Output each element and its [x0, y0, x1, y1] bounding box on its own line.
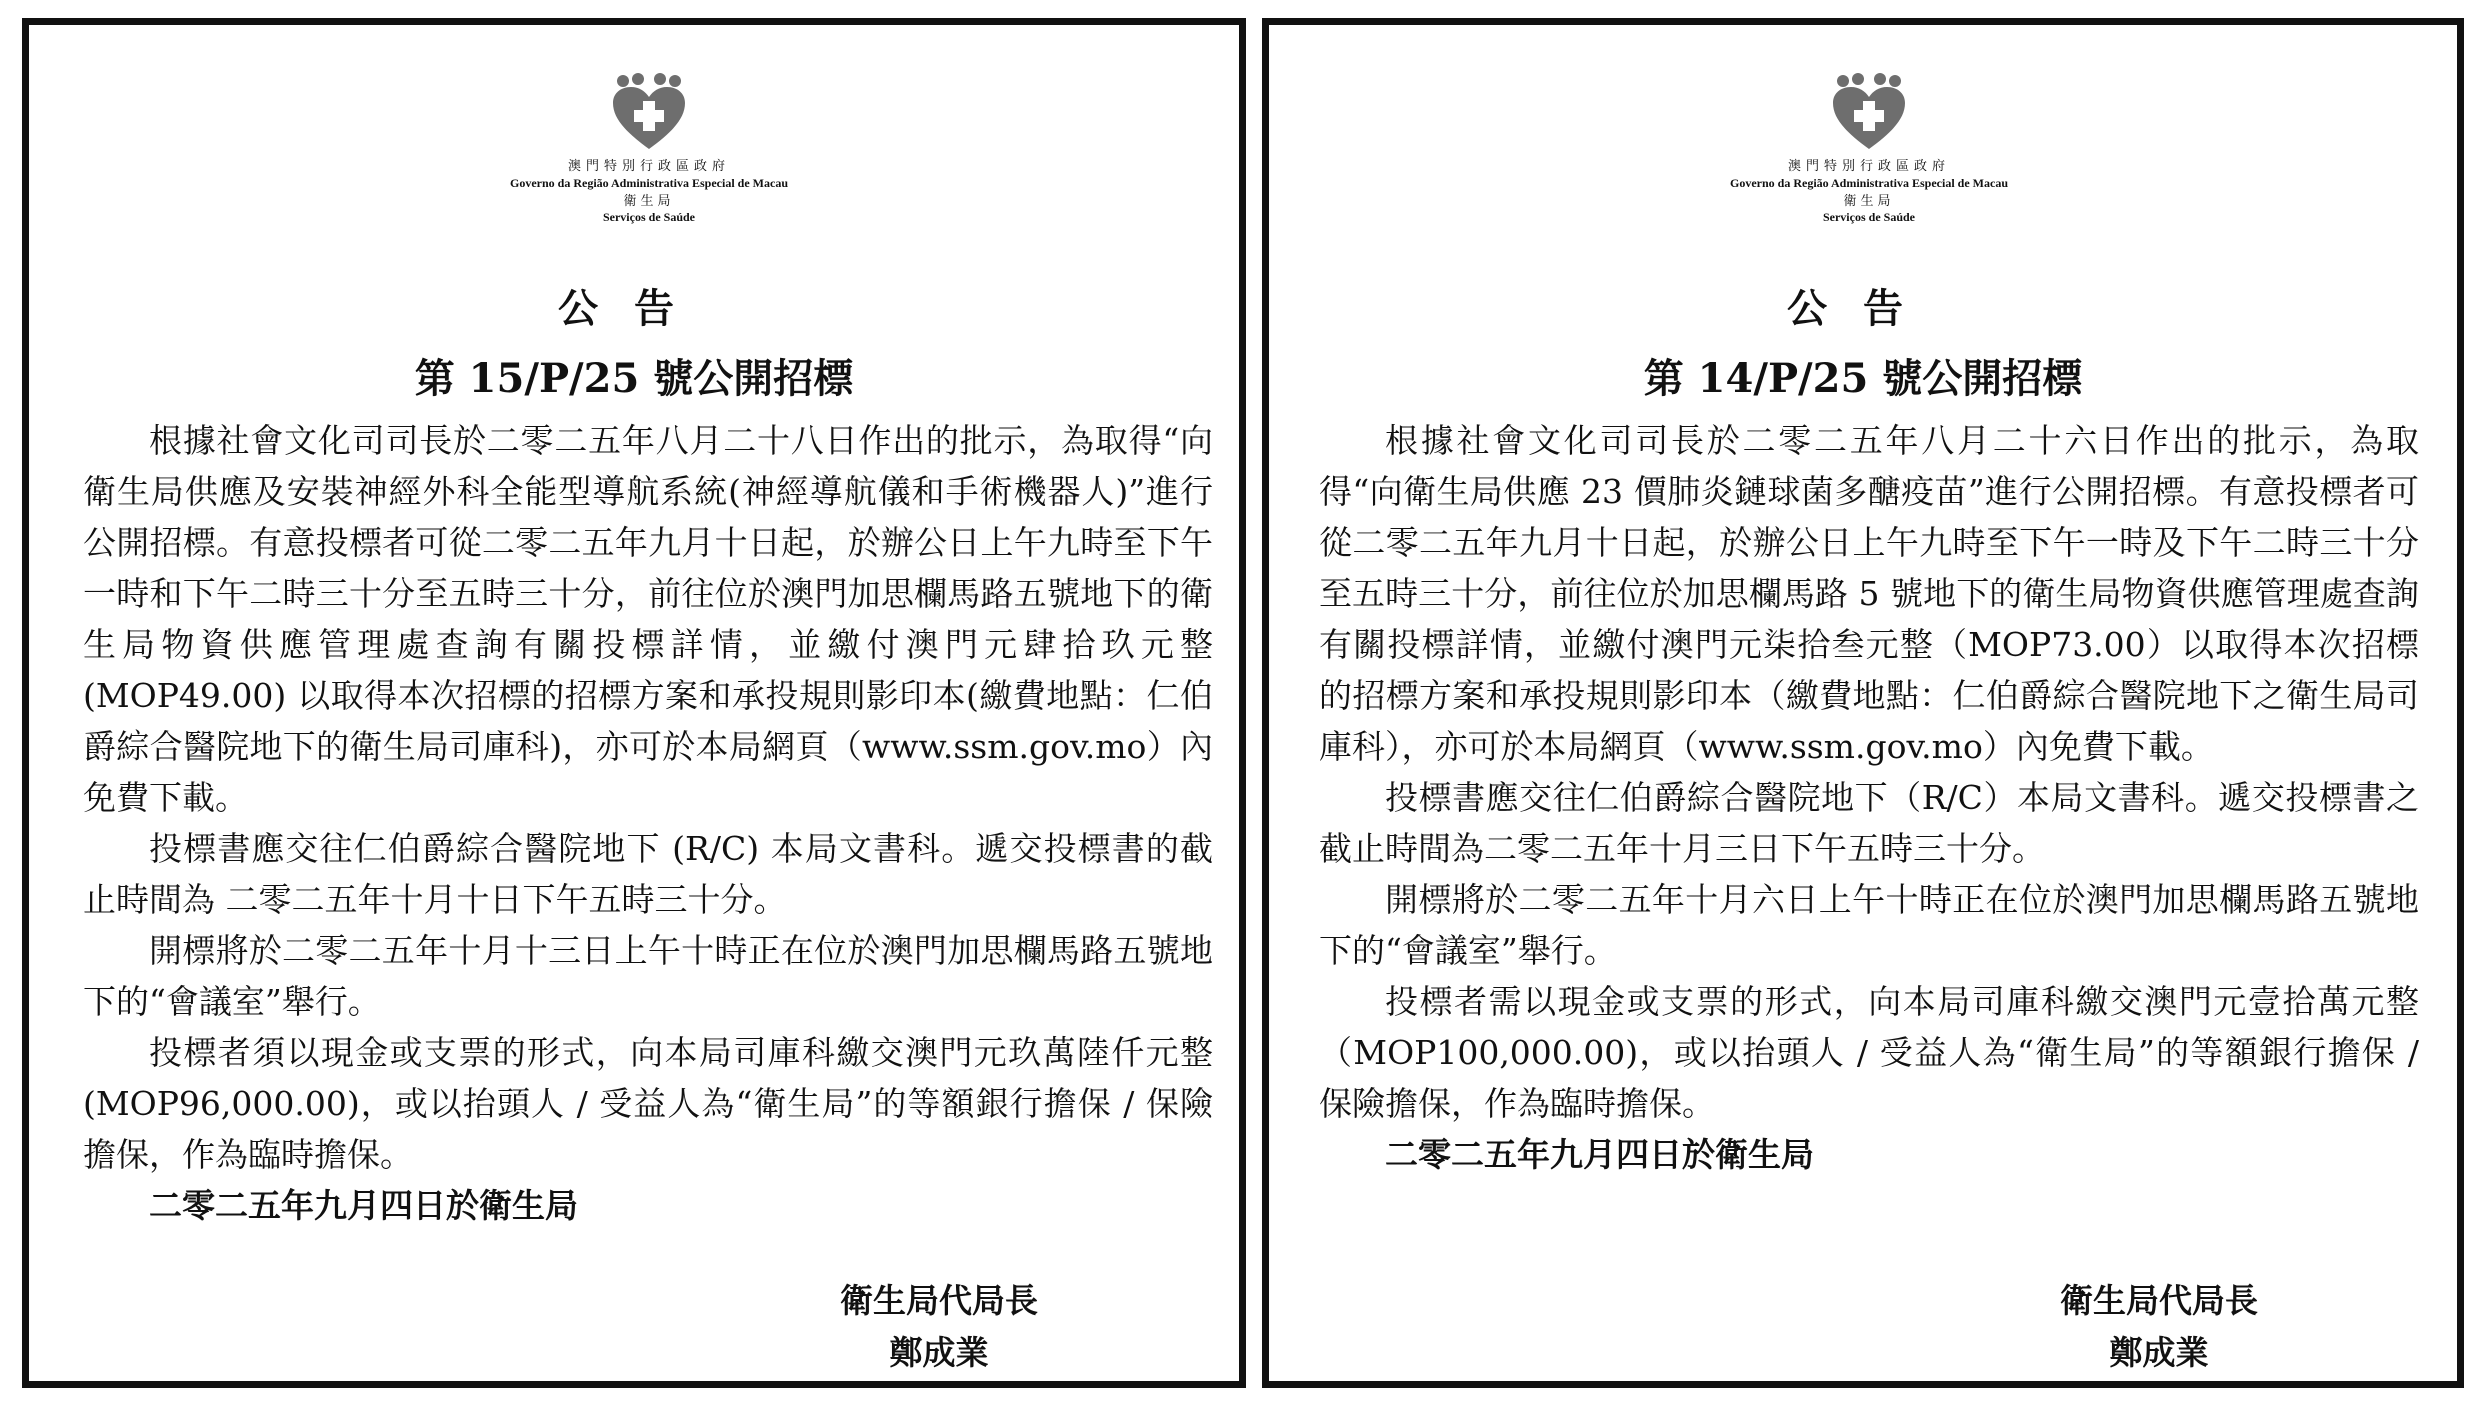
paragraph-opening: 開標將於二零二五年十月六日上午十時正在位於澳門加思欄馬路五號地下的“會議室”舉行。 [1319, 880, 2419, 970]
signature-block [819, 1275, 1059, 1379]
ssm-heart-cross-logo-icon [1829, 73, 1909, 151]
header-block [439, 73, 859, 225]
paragraph-guarantee: 投標者須以現金或支票的形式，向本局司庫科繳交澳門元玖萬陸仟元整 (MOP96,000.00)，或以抬頭人 / 受益人為“衛生局”的等額銀行擔保 / 保險擔保，作為臨時擔保。 [83, 1033, 1213, 1174]
department-name-zh: 衛生局 [623, 194, 675, 209]
paragraph-approval: 根據社會文化司司長於二零二五年八月二十八日作出的批示，為取得“向衛生局供應及安裝神經外科全能型導航系統(神經導航儀和手術機器人)”進行公開招標。有意投標者可從二零二五年九月十日起，於辦公日上午九時至下午一時和下午二時三十分至五時三十分，前往位於澳門加思欄馬路五號地下的衛生局物資供應管理處查詢有關投標詳情，並繳付澳門元肆拾玖元整 (MOP49.00) 以取得本次招標的招標方案和承投規則影印本(繳費地點：仁伯爵綜合醫院地下的衛生局司庫科)，亦可於本局網頁（www.ssm.gov.mo）內免費下載。 [83, 421, 1213, 817]
notice-body [83, 415, 1213, 1231]
government-name-zh: 澳門特別行政區政府 [1787, 159, 1950, 174]
department-name-pt: Serviços de Saúde [1822, 210, 1915, 224]
government-name-zh: 澳門特別行政區政府 [567, 159, 730, 174]
signatory-name: 鄭成業 [2109, 1333, 2209, 1372]
notice-title: 公告 [558, 285, 710, 332]
date-line: 二零二五年九月四日於衛生局 [149, 1186, 578, 1225]
notice-title: 公告 [1787, 285, 1939, 332]
paragraph-approval: 根據社會文化司司長於二零二五年八月二十六日作出的批示，為取得“向衛生局供應 23 價肺炎鏈球菌多醣疫苗”進行公開招標。有意投標者可從二零二五年九月十日起，於辦公日上午九時至下午一時及下午二時三十分至五時三十分，前往位於加思欄馬路 5 號地下的衛生局物資供應管理處查詢有關投標詳情，並繳付澳門元柒拾叁元整（MOP73.00）以取得本次招標的招標方案和承投規則影印本（繳費地點：仁伯爵綜合醫院地下之衛生局司庫科），亦可於本局網頁（www.ssm.gov.mo）內免費下載。 [1319, 421, 2419, 766]
signatory-title: 衛生局代局長 [2060, 1281, 2258, 1320]
header-block [1659, 73, 2079, 225]
signatory-name: 鄭成業 [889, 1333, 989, 1372]
tender-title: 第 15/P/25 號公開招標 [414, 355, 854, 402]
government-name-pt: Governo da Região Administrativa Especial de Macau [510, 176, 788, 190]
paragraph-opening: 開標將於二零二五年十月十三日上午十時正在位於澳門加思欄馬路五號地下的“會議室”舉行。 [83, 931, 1213, 1021]
tender-title: 第 14/P/25 號公開招標 [1643, 355, 2083, 402]
notice-body [1319, 415, 2419, 1180]
government-name-pt: Governo da Região Administrativa Especial de Macau [1730, 176, 2008, 190]
paragraph-submission: 投標書應交往仁伯爵綜合醫院地下 (R/C) 本局文書科。遞交投標書的截止時間為 二零二五年十月十日下午五時三十分。 [83, 829, 1213, 919]
notice-panel-right [1262, 18, 2464, 1388]
date-line: 二零二五年九月四日於衛生局 [1385, 1135, 1814, 1174]
paragraph-submission: 投標書應交往仁伯爵綜合醫院地下（R/C）本局文書科。遞交投標書之截止時間為二零二五年十月三日下午五時三十分。 [1319, 778, 2419, 868]
paragraph-guarantee: 投標者需以現金或支票的形式，向本局司庫科繳交澳門元壹拾萬元整（MOP100,000.00)，或以抬頭人 / 受益人為“衛生局”的等額銀行擔保 / 保險擔保，作為臨時擔保。 [1319, 982, 2419, 1123]
department-name-zh: 衛生局 [1843, 194, 1895, 209]
notice-panel-left [22, 18, 1246, 1388]
signatory-title: 衛生局代局長 [840, 1281, 1038, 1320]
department-name-pt: Serviços de Saúde [602, 210, 695, 224]
signature-block [2039, 1275, 2279, 1379]
ssm-heart-cross-logo-icon [609, 73, 689, 151]
